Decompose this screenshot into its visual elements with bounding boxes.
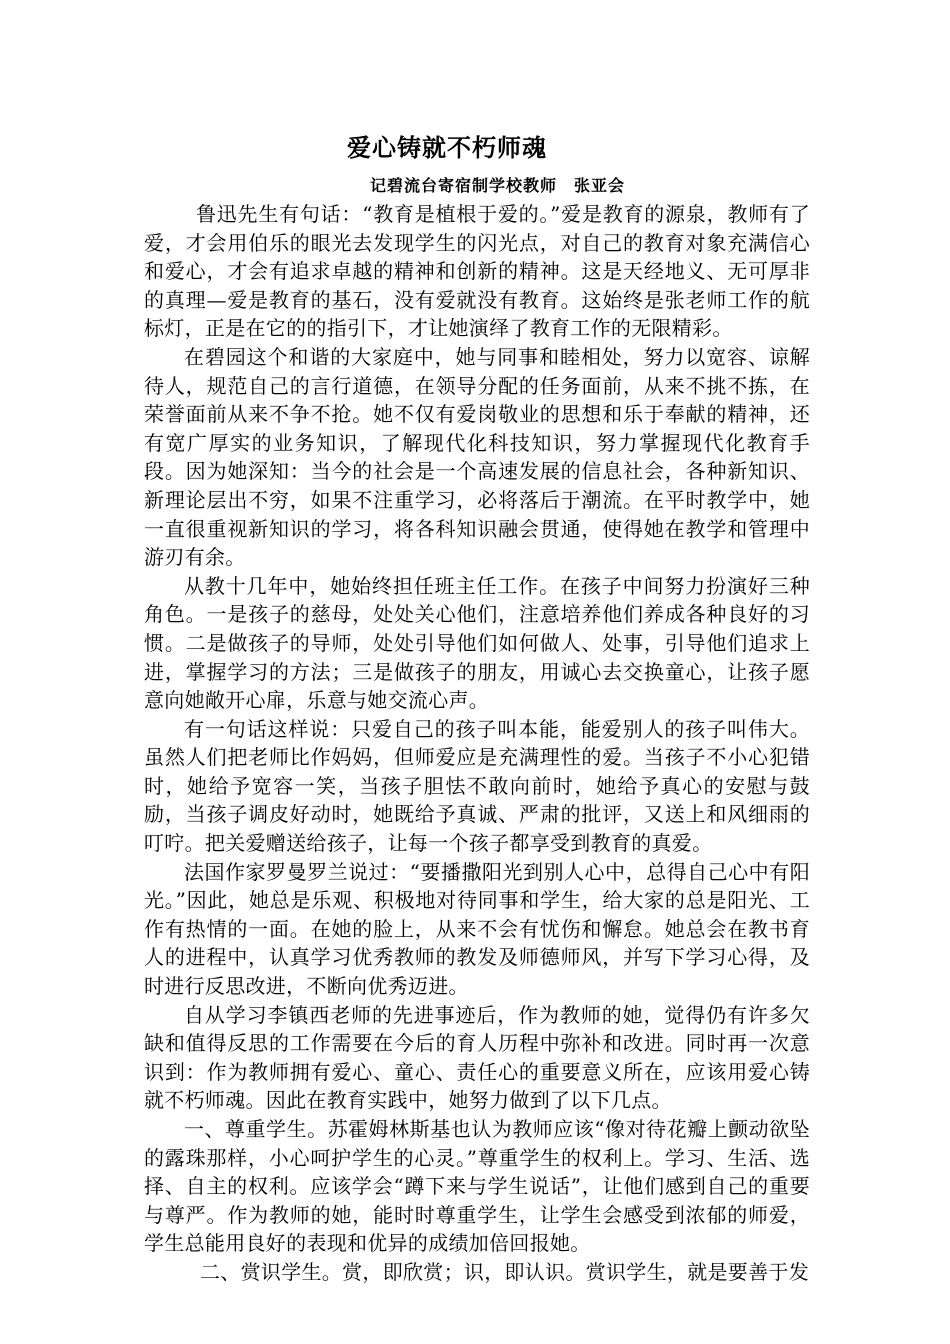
paragraph-4: 有一句话这样说：只爱自己的孩子叫本能，能爱别人的孩子叫伟大。虽然人们把老师比作妈妈，但师爱应是充满理性的爱。当孩子不小心犯错时，她给予宽容一笑，当孩子胆怯不敢向前时，她给予真心的安慰与鼓励，当孩子调皮好动时，她既给予真诚、严肃的批评，又送上和风细雨的叮咛。把关爱赠送给孩子，让每一个孩子都享受到教育的真爱。 xyxy=(144,716,810,856)
paragraph-2: 在碧园这个和谐的大家庭中，她与同事和睦相处，努力以宽容、谅解待人，规范自己的言行道德，在领导分配的任务面前，从来不挑不拣，在荣誉面前从来不争不抢。她不仅有爱岗敬业的思想和乐于奉献的精神，还有宽广厚实的业务知识，了解现代化科技知识，努力掌握现代化教育手段。因为她深知：当今的社会是一个高速发展的信息社会，各种新知识、新理论层出不穷，如果不注重学习，必将落后于潮流。在平时教学中，她一直很重视新知识的学习，将各科知识融会贯通，使得她在教学和管理中游刃有余。 xyxy=(144,344,810,570)
paragraph-6: 自从学习李镇西老师的先进事迹后，作为教师的她，觉得仍有许多欠缺和值得反思的工作需要在今后的育人历程中弥补和改进。同时再一次意识到：作为教师拥有爱心、童心、责任心的重要意义所在，应该用爱心铸就不朽师魂。因此在教育实践中，她努力做到了以下几点。 xyxy=(144,1002,810,1113)
document-page xyxy=(144,128,810,1287)
paragraph-7: 一、尊重学生。苏霍姆林斯基也认为教师应该“像对待花瓣上颤动欲坠的露珠那样，小心呵护学生的心灵。”尊重学生的权利上。学习、生活、选择、自主的权利。应该学会“蹲下来与学生说话”，让他们感到自己的重要与尊严。作为教师的她，能时时尊重学生，让学生会感受到浓郁的师爱，学生总能用良好的表现和优异的成绩加倍回报她。 xyxy=(144,1117,810,1256)
paragraph-3: 从教十几年中，她始终担任班主任工作。在孩子中间努力扮演好三种角色。一是孩子的慈母，处处关心他们，注意培养他们养成各种良好的习惯。二是做孩子的导师，处处引导他们如何做人、处事，引导他们追求上进，掌握学习的方法；三是做孩子的朋友，用诚心去交换童心，让孩子愿意向她敞开心扉，乐意与她交流心声。 xyxy=(144,573,810,713)
document-title: 爱心铸就不朽师魂 xyxy=(347,134,547,162)
paragraph-1: 鲁迅先生有句话：“教育是植根于爱的。”爱是教育的源泉，教师有了爱，才会用伯乐的眼光去发现学生的闪光点，对自己的教育对象充满信心和爱心，才会有追求卓越的精神和创新的精神。这是天经地义、无可厚非的真理—爱是教育的基石，没有爱就没有教育。这始终是张老师工作的航标灯，正是在它的的指引下，才让她演绎了教育工作的无限精彩。 xyxy=(144,202,810,341)
author-byline: 记碧流台寄宿制学校教师 张亚会 xyxy=(370,176,626,195)
paragraph-8: 二、赏识学生。赏，即欣赏；识，即认识。赏识学生，就是要善于发 xyxy=(200,1259,809,1284)
paragraph-5: 法国作家罗曼罗兰说过：“要播撒阳光到别人心中，总得自己心中有阳光。”因此，她总是乐观、积极地对待同事和学生，给大家的总是阳光、工作有热情的一面。在她的脸上，从来不会有忧伤和懈怠。她总会在教书育人的进程中，认真学习优秀教师的教发及师德师风，并写下学习心得，及时进行反思改进，不断向优秀迈进。 xyxy=(144,859,810,999)
